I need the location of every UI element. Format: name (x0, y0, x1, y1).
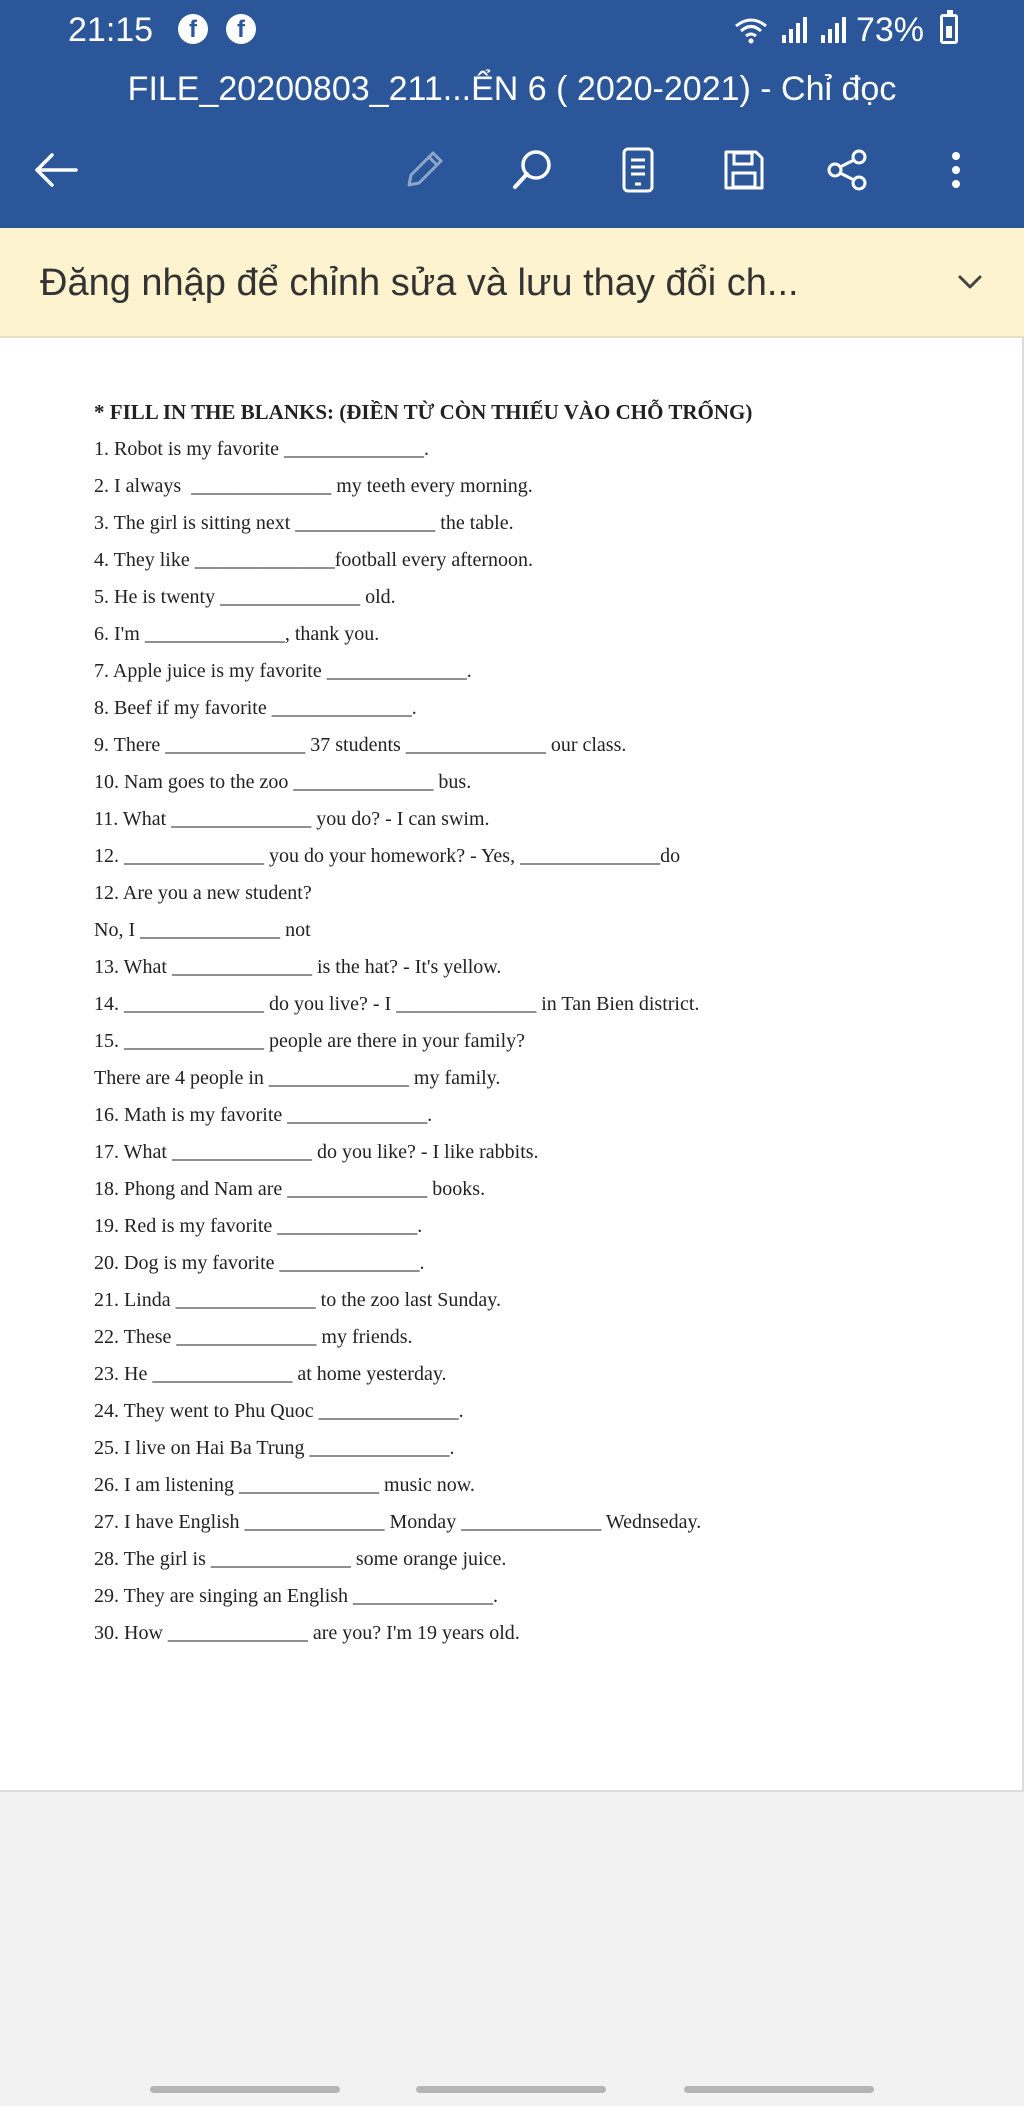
exercise-line: 20. Dog is my favorite ______________. (94, 1252, 425, 1274)
exercise-heading: * FILL IN THE BLANKS: (ĐIỀN TỪ CÒN THIẾU VÀO CHỖ TRỐNG) (94, 400, 753, 424)
exercise-line: 16. Math is my favorite ______________. (94, 1104, 433, 1126)
exercise-line: 4. They like ______________football every afternoon. (94, 549, 533, 571)
edit-pencil-icon[interactable] (394, 132, 454, 208)
exercise-line: 12. ______________ you do your homework? - Yes, ______________do (94, 845, 681, 867)
exercise-line: 6. I'm ______________, thank you. (94, 623, 380, 645)
exercise-lines (94, 431, 974, 1652)
facebook-icon: f (178, 14, 208, 44)
exercise-line: 30. How ______________ are you? I'm 19 years old. (94, 1622, 520, 1644)
document-title: FILE_20200803_211...ỂN 6 ( 2020-2021) - Chỉ đọc (127, 70, 897, 108)
exercise-line: 13. What ______________ is the hat? - It's yellow. (94, 956, 502, 978)
exercise-line: 21. Linda ______________ to the zoo last Sunday. (94, 1289, 501, 1311)
exercise-line: 3. The girl is sitting next ______________ the table. (94, 512, 514, 534)
exercise-line: 17. What ______________ do you like? - I like rabbits. (94, 1141, 539, 1163)
exercise-line: 11. What ______________ you do? - I can swim. (94, 808, 490, 830)
battery-icon (940, 14, 958, 44)
exercise-line: 15. ______________ people are there in your family? (94, 1030, 525, 1052)
sign-in-message: Đăng nhập để chỉnh sửa và lưu thay đổi ch... (40, 262, 799, 304)
wifi-icon (734, 16, 768, 44)
exercise-line: 14. ______________ do you live? - I ______________ in Tan Bien district. (94, 993, 700, 1015)
nav-back[interactable] (684, 2086, 874, 2093)
exercise-line: 9. There ______________ 37 students ______________ our class. (94, 734, 627, 756)
exercise-line: 2. I always ______________ my teeth every morning. (94, 475, 533, 497)
exercise-line: 19. Red is my favorite ______________. (94, 1215, 423, 1237)
nav-home[interactable] (416, 2086, 606, 2093)
exercise-line: 23. He ______________ at home yesterday. (94, 1363, 447, 1385)
app-header (0, 0, 1024, 228)
exercise-line: There are 4 people in ______________ my family. (94, 1067, 501, 1089)
share-icon[interactable] (818, 132, 878, 208)
exercise-line: 10. Nam goes to the zoo ______________ bus. (94, 771, 472, 793)
exercise-line: 18. Phong and Nam are ______________ books. (94, 1178, 486, 1200)
exercise-line: 1. Robot is my favorite ______________. (94, 438, 429, 460)
exercise-line: No, I ______________ not (94, 919, 311, 941)
reading-view-icon[interactable] (608, 132, 668, 208)
exercise-line: 24. They went to Phu Quoc ______________. (94, 1400, 464, 1422)
document-content (94, 393, 974, 1652)
document-page (0, 338, 1024, 1792)
exercise-line: 29. They are singing an English ______________. (94, 1585, 499, 1607)
nav-recent-apps[interactable] (150, 2086, 340, 2093)
exercise-line: 5. He is twenty ______________ old. (94, 586, 396, 608)
exercise-line: 8. Beef if my favorite ______________. (94, 697, 417, 719)
status-time: 21:15 (68, 11, 154, 49)
status-icons (734, 0, 924, 60)
signal-icon (821, 17, 846, 43)
more-vertical-icon[interactable] (926, 132, 986, 208)
battery-percent: 73% (855, 11, 924, 49)
signal-icon (782, 17, 807, 43)
chevron-down-icon[interactable] (950, 262, 990, 302)
exercise-line: 22. These ______________ my friends. (94, 1326, 413, 1348)
search-icon[interactable] (502, 132, 562, 208)
exercise-line: 7. Apple juice is my favorite ______________. (94, 660, 472, 682)
back-arrow-icon[interactable] (26, 132, 86, 208)
save-icon[interactable] (714, 132, 774, 208)
exercise-line: 28. The girl is ______________ some orange juice. (94, 1548, 507, 1570)
gesture-navigation-bar (0, 2070, 1024, 2106)
sign-in-banner[interactable] (0, 228, 1024, 338)
facebook-icon: f (226, 14, 256, 44)
exercise-line: 25. I live on Hai Ba Trung ______________. (94, 1437, 455, 1459)
toolbar (0, 132, 1024, 208)
exercise-line: 26. I am listening ______________ music now. (94, 1474, 475, 1496)
status-bar (0, 0, 1024, 60)
exercise-line: 27. I have English ______________ Monday ______________ Wednseday. (94, 1511, 702, 1533)
exercise-line: 12. Are you a new student? (94, 882, 312, 904)
